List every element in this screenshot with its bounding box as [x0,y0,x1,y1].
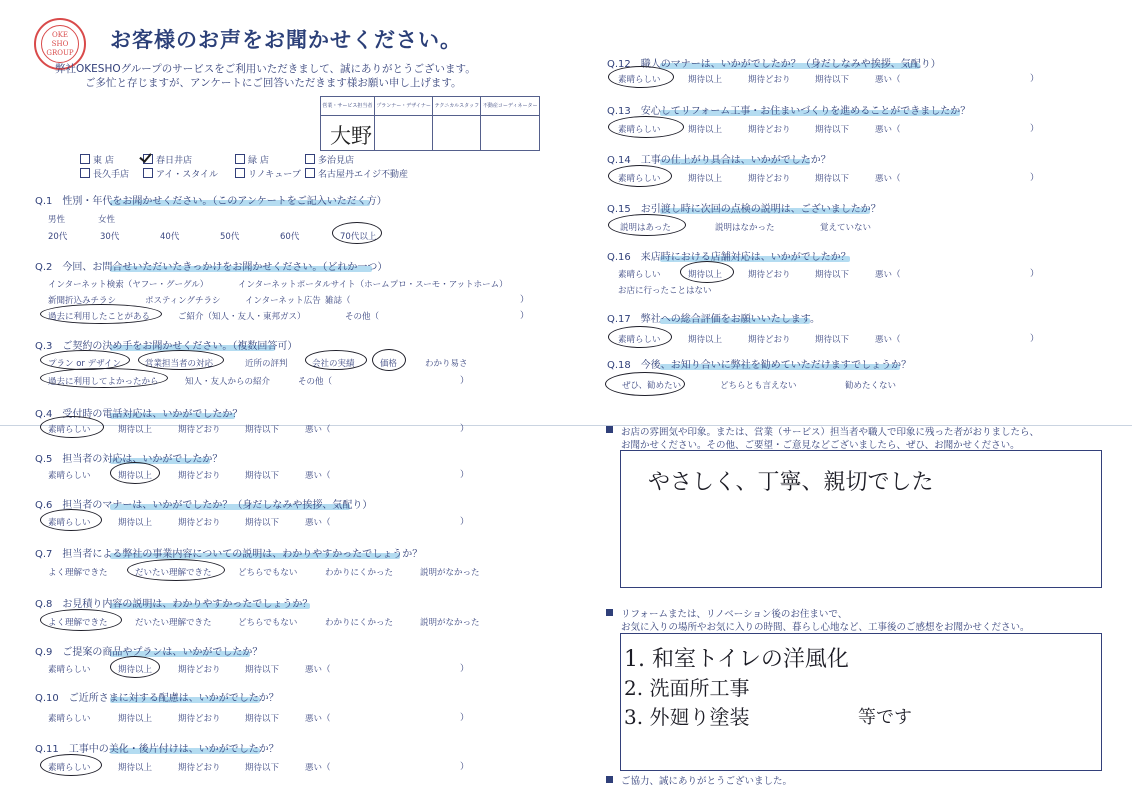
question-6: Q.6 担当者のマナーは、いかがでしたか？（身だしなみや挨拶、気配り） [35,500,373,511]
paren-close: ） [460,376,470,386]
explain-mostly[interactable]: だいたい理解できた [135,568,212,578]
section-bullet-icon [606,776,613,783]
answer-circle [110,462,160,484]
reform-answer-tail: 等です [858,707,912,728]
question-1: Q.1 性別・年代をお聞かせください。（このアンケートをご記入いただく方） [35,196,387,207]
scale-below[interactable]: 期待以下 [245,518,280,528]
scale-bad[interactable]: 悪い（ [305,714,331,724]
scale-below[interactable]: 期待以下 [245,425,280,435]
scale-below[interactable]: 期待以下 [245,763,280,773]
seal-text-3: GROUP [46,49,74,57]
branch-kasugai[interactable]: 春日井店 [143,153,192,166]
impression-prompt-2: お聞かせください。その他、ご要望・ご意見などございましたら、ぜひ、お聞かせください。 [621,440,1020,451]
intro-line-2: ご多忙と存じますが、アンケートにご回答いただきます様お願い申し上げます。 [85,77,462,89]
paren-close: ） [460,762,470,772]
scale-expected[interactable]: 期待どおり [178,425,221,435]
question-12: Q.12 職人のマナーは、いかがでしたか？（身だしなみや挨拶、気配り） [607,59,941,70]
scale-expected[interactable]: 期待どおり [748,125,791,135]
staff-header-realestate: 不動産コーディネーター [481,97,540,116]
page-title: お客様のお声をお聞かせください。 [110,28,462,52]
reform-prompt-2: お気に入りの場所やお気に入りの時間、暮らし心地など、工事後のご感想をお聞かせください。 [621,622,1030,633]
scale-excellent[interactable]: 素晴らしい [48,714,91,724]
explain-mostly[interactable]: だいたい理解できた [135,618,212,628]
option-clarity[interactable]: わかり易さ [425,359,468,369]
checkbox-icon[interactable] [305,168,315,178]
explain-well[interactable]: よく理解できた [48,568,108,578]
scale-excellent[interactable]: 素晴らしい [48,425,91,435]
scale-below[interactable]: 期待以下 [815,335,850,345]
scale-expected[interactable]: 期待どおり [178,665,221,675]
staff-header-technical: テクニカルスタッフ [433,97,481,116]
section-bullet-icon [606,426,613,433]
scale-above[interactable]: 期待以上 [688,125,723,135]
paren-close: ） [1030,173,1040,183]
option-male[interactable]: 男性 [48,215,66,225]
scale-bad[interactable]: 悪い（ [305,665,331,675]
impression-handwritten-answer: やさしく、丁寧、親切でした [648,470,934,495]
option-used-before[interactable]: 過去に利用したことがある [48,312,151,322]
scale-above[interactable]: 期待以上 [688,75,723,85]
question-4: Q.4 受付時の電話対応は、いかがでしたか？ [35,409,243,420]
branch-nagakute[interactable]: 長久手店 [80,167,129,180]
scale-expected[interactable]: 期待どおり [748,270,791,280]
scale-bad[interactable]: 悪い（ [305,763,331,773]
option-reputation[interactable]: 近所の評判 [245,359,288,369]
staff-cell-technical[interactable] [433,116,481,151]
scale-excellent[interactable]: 素晴らしい [48,763,91,773]
answer-circle [127,559,225,581]
scale-excellent[interactable]: 素晴らしい [618,270,661,280]
scale-above[interactable]: 期待以上 [118,518,153,528]
scale-below[interactable]: 期待以下 [815,174,850,184]
explain-well[interactable]: よく理解できた [48,618,108,628]
scale-bad[interactable]: 悪い（ [305,471,331,481]
scale-bad[interactable]: 悪い（ [875,270,901,280]
answer-circle [40,509,102,531]
question-17: Q.17 弊社への総合評価をお願いいたします。 [607,314,820,325]
scale-above[interactable]: 期待以上 [118,763,153,773]
answer-circle [40,304,162,324]
option-referral[interactable]: ご紹介（知人・友人・東邦ガス） [178,312,306,322]
paren-close: ） [1030,334,1040,344]
checkbox-icon[interactable] [80,154,90,164]
scale-above[interactable]: 期待以上 [688,270,723,280]
question-14: Q.14 工事の仕上がり具合は、いかがでしたか？ [607,155,831,166]
question-3: Q.3 ご契約の決め手をお聞かせください。（複数回答可） [35,341,298,352]
option-web-ad[interactable]: インターネット広告 [245,296,321,306]
answer-circle [40,350,130,370]
branch-renocube[interactable]: リノキューブ [235,167,301,180]
seal-text-2: SHO [51,40,69,48]
checkbox-icon[interactable] [235,154,245,164]
answer-circle [608,165,672,187]
paren-close: ） [460,517,470,527]
scale-excellent[interactable]: 素晴らしい [618,75,661,85]
option-70s-plus[interactable]: 70代以上 [340,232,377,242]
option-price[interactable]: 価格 [380,359,398,369]
answer-circle [608,66,674,88]
explain-none[interactable]: 説明がなかった [420,618,480,628]
scale-bad[interactable]: 悪い（ [875,75,901,85]
branch-midori[interactable]: 緑 店 [235,153,269,166]
paren-close: ） [460,664,470,674]
question-5: Q.5 担当者の対応は、いかがでしたか？ [35,454,223,465]
question-10: Q.10 ご近所さまに対する配慮は、いかがでしたか？ [35,693,279,704]
option-posting[interactable]: ポスティングチラシ [145,296,221,306]
scale-above[interactable]: 期待以上 [118,665,153,675]
reform-prompt-1: リフォームまたは、リノベーション後のお住まいで、 [621,609,848,620]
scale-above[interactable]: 期待以上 [688,335,723,345]
question-9: Q.9 ご提案の商品やプランは、いかがでしたか？ [35,647,263,658]
scale-expected[interactable]: 期待どおり [748,75,791,85]
answer-circle [332,222,382,244]
checkbox-checked-icon[interactable] [143,154,153,164]
reform-answer-line-1: 1. 和室トイレの洋風化 [624,647,849,672]
paren-close: ） [520,311,530,321]
answer-circle [608,116,684,138]
staff-header-planner: プランナー・デザイナー [374,97,433,116]
branch-tajimi[interactable]: 多治見店 [305,153,354,166]
scale-above[interactable]: 期待以上 [118,714,153,724]
option-track-record[interactable]: 会社の実績 [312,359,355,369]
intro-line-1: 弊社OKESHOグループのサービスをご利用いただきまして、誠にありがとうございます。 [55,63,476,75]
option-female[interactable]: 女性 [98,215,116,225]
option-plan-design[interactable]: プラン or デザイン [48,359,122,369]
answer-circle [40,416,104,438]
scale-below[interactable]: 期待以下 [815,270,850,280]
option-explained[interactable]: 説明はあった [620,223,671,233]
branch-higashi[interactable]: 東 店 [80,153,114,166]
scale-above[interactable]: 期待以上 [118,425,153,435]
scale-below[interactable]: 期待以下 [815,125,850,135]
staff-cell-planner[interactable] [374,116,433,151]
scale-below[interactable]: 期待以下 [815,75,850,85]
question-16: Q.16 来店時における店舗対応は、いかがでしたか？ [607,252,851,263]
scale-below[interactable]: 期待以下 [245,471,280,481]
question-13: Q.13 安心してリフォーム工事・お住まいづくりを進めることができましたか？ [607,106,971,117]
option-20s[interactable]: 20代 [48,232,68,242]
question-7: Q.7 担当者による弊社の事業内容についての説明は、わかりやすかったでしょうか？ [35,549,423,560]
paren-close: ） [1030,124,1040,134]
answer-circle [138,350,224,370]
option-50s[interactable]: 50代 [220,232,240,242]
checkbox-icon[interactable] [80,168,90,178]
answer-circle [40,754,102,776]
explain-unclear[interactable]: わかりにくかった [325,568,394,578]
thanks-text: ご協力、誠にありがとうございました。 [621,776,793,787]
question-2: Q.2 今回、お問合せいただいたきっかけをお聞かせください。（どれか一つ） [35,262,388,273]
scale-expected[interactable]: 期待どおり [178,471,221,481]
explain-unclear[interactable]: わかりにくかった [325,618,394,628]
staff-header-sales: 営業・サービス担当者 [321,97,375,116]
answer-circle [608,214,686,236]
option-never-visited[interactable]: お店に行ったことはない [618,286,712,296]
paren-close: ） [1030,74,1040,84]
scale-excellent[interactable]: 素晴らしい [618,174,661,184]
branch-realestate[interactable]: 名古屋丹エイジ不動産 [305,167,408,180]
option-newspaper[interactable]: 新聞折込みチラシ [48,296,117,306]
scale-bad[interactable]: 悪い（ [875,335,901,345]
explain-neutral[interactable]: どちらでもない [238,568,298,578]
answer-circle [608,326,672,348]
option-friend-ref[interactable]: 知人・友人からの紹介 [185,377,271,387]
scale-above[interactable]: 期待以上 [118,471,153,481]
scale-below[interactable]: 期待以下 [245,665,280,675]
scale-bad[interactable]: 悪い（ [305,425,331,435]
option-not-recommend[interactable]: 勧めたくない [845,381,897,391]
reform-answer-line-2: 2. 洗面所工事 [624,676,750,700]
scale-excellent[interactable]: 素晴らしい [618,335,661,345]
scale-expected[interactable]: 期待どおり [178,518,221,528]
option-good-past[interactable]: 過去に利用してよかったから [48,377,159,387]
scale-bad[interactable]: 悪い（ [875,174,901,184]
paren-close: ） [1030,269,1040,279]
checkbox-icon[interactable] [143,168,153,178]
seal-text-1: OKE [51,31,69,39]
scale-expected[interactable]: 期待どおり [748,174,791,184]
option-40s[interactable]: 40代 [160,232,180,242]
scale-bad[interactable]: 悪い（ [305,518,331,528]
option-30s[interactable]: 30代 [100,232,120,242]
question-18: Q.18 今後、お知り合いに弊社を勧めていただけますでしょうか？ [607,360,912,371]
option-not-explained[interactable]: 説明はなかった [715,223,775,233]
scale-excellent[interactable]: 素晴らしい [48,665,91,675]
question-15: Q.15 お引渡し時に次回の点検の説明は、ございましたか？ [607,204,881,215]
scale-expected[interactable]: 期待どおり [748,335,791,345]
scale-excellent[interactable]: 素晴らしい [48,518,91,528]
explain-neutral[interactable]: どちらでもない [238,618,298,628]
option-60s[interactable]: 60代 [280,232,300,242]
paren-close: ） [460,424,470,434]
answer-circle [40,368,168,388]
option-other[interactable]: その他（ [298,377,333,387]
explain-none[interactable]: 説明がなかった [420,568,480,578]
scale-below[interactable]: 期待以下 [245,714,280,724]
checkbox-icon[interactable] [235,168,245,178]
answer-circle [305,350,367,370]
answer-circle [40,609,122,631]
paren-close: ） [460,713,470,723]
paren-close: ） [460,470,470,480]
answer-circle [605,372,685,396]
section-bullet-icon [606,609,613,616]
scale-above[interactable]: 期待以上 [688,174,723,184]
question-8: Q.8 お見積り内容の説明は、わかりやすかったでしょうか？ [35,599,313,610]
impression-prompt-1: お店の雰囲気や印象。または、営業（サービス）担当者や職人で印象に残った者がおりましたら、 [621,427,1040,438]
branch-istyle[interactable]: アイ・スタイル [143,167,218,180]
answer-circle [680,261,734,283]
reform-answer-line-3: 3. 外廻り塗装 [624,705,750,729]
staff-cell-realestate[interactable] [481,116,540,151]
answer-circle [372,349,406,371]
answer-circle [110,656,160,678]
question-11: Q.11 工事中の美化・後片付けは、いかがでしたか？ [35,744,279,755]
option-other[interactable]: その他（ [345,312,380,322]
option-recommend[interactable]: ぜひ、勧めたい [622,381,682,391]
paren-close: ） [520,295,530,305]
option-search[interactable]: インターネット検索（ヤフー・グーグル） [48,280,209,290]
option-sales-rep[interactable]: 営業担当者の対応 [145,359,214,369]
scale-expected[interactable]: 期待どおり [178,763,221,773]
scale-excellent[interactable]: 素晴らしい [48,471,91,481]
option-neutral[interactable]: どちらとも言えない [720,381,797,391]
option-magazine[interactable]: 雑誌（ [325,296,351,306]
scale-bad[interactable]: 悪い（ [875,125,901,135]
checkbox-icon[interactable] [305,154,315,164]
scale-excellent[interactable]: 素晴らしい [618,125,661,135]
option-dont-remember[interactable]: 覚えていない [820,223,872,233]
option-portal[interactable]: インターネットポータルサイト（ホームプロ・スーモ・アットホーム） [238,280,508,290]
staff-signature: 大野 [330,124,372,148]
scale-expected[interactable]: 期待どおり [178,714,221,724]
